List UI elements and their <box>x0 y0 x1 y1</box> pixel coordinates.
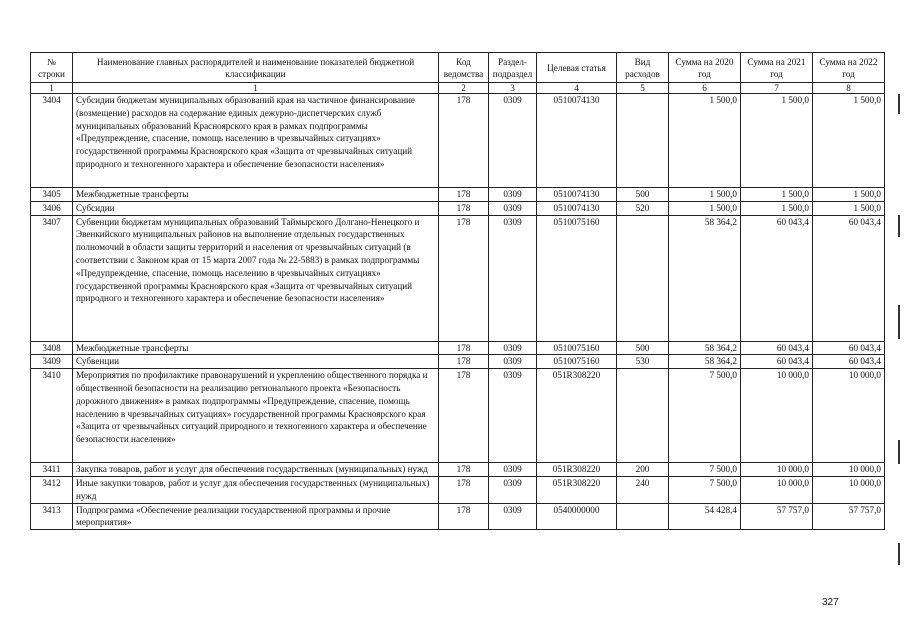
row-sum-2020: 1 500,0 <box>669 94 741 188</box>
row-name: Закупка товаров, работ и услуг для обеспечения государственных (муниципальных) нужд <box>73 463 439 477</box>
row-name: Мероприятия по профилактике правонарушений и укреплению общественного порядка и общественной безопасности на реализацию регионального проекта «Безопасность дорожного движения» в рамках подпрограммы «Предупреждение, спасение, помощь населению в чрезвычайных ситуациях» государственной программы Красноярского края «Защита от чрезвычайных ситуаций природного и техногенного характера и обеспечение безопасности населения» <box>73 369 439 463</box>
row-sum-2021: 10 000,0 <box>741 476 813 503</box>
header-sum-2021: Сумма на 2021 год <box>741 53 813 83</box>
column-index: 8 <box>813 83 885 94</box>
header-code: Код ведомства <box>439 53 489 83</box>
row-number: 3413 <box>31 503 73 530</box>
scan-edge-mark <box>898 215 900 237</box>
row-type: 200 <box>617 463 669 477</box>
row-number: 3404 <box>31 94 73 188</box>
table-row <box>31 476 885 503</box>
header-sum-2022: Сумма на 2022 год <box>813 53 885 83</box>
row-code: 178 <box>439 188 489 202</box>
row-sum-2021: 1 500,0 <box>741 94 813 188</box>
row-code: 178 <box>439 503 489 530</box>
row-sum-2022: 10 000,0 <box>813 369 885 463</box>
header-name: Наименование главных распорядителей и наименование показателей бюджетной классификации <box>73 53 439 83</box>
scan-edge-mark <box>898 440 900 464</box>
table-row <box>31 94 885 188</box>
row-sum-2022: 1 500,0 <box>813 94 885 188</box>
column-index: 5 <box>617 83 669 94</box>
row-sum-2020: 7 500,0 <box>669 476 741 503</box>
row-type <box>617 215 669 341</box>
column-index: 6 <box>669 83 741 94</box>
row-name: Субвенции бюджетам муниципальных образований Таймырского Долгано-Ненецкого и Эвенкийского муниципальных районов на выполнение отдельных государственных полномочий в области защиты территорий и населения от чрезвычайных ситуаций (в соответствии с Законом края от 15 марта 2007 года № 22-5883) в рамках подпрограммы «Предупреждение, спасение, помощь населению в чрезвычайных ситуациях» государственной программы Красноярского края «Защита от чрезвычайных ситуаций природного и техногенного характера и обеспечение безопасности населения» <box>73 215 439 341</box>
row-name: Межбюджетные трансферты <box>73 188 439 202</box>
row-target: 0510075160 <box>537 215 617 341</box>
row-number: 3410 <box>31 369 73 463</box>
row-sum-2020: 7 500,0 <box>669 463 741 477</box>
row-sum-2022: 60 043,4 <box>813 355 885 369</box>
row-sum-2020: 58 364,2 <box>669 215 741 341</box>
row-section: 0309 <box>489 476 537 503</box>
row-section: 0309 <box>489 188 537 202</box>
row-section: 0309 <box>489 503 537 530</box>
row-section: 0309 <box>489 463 537 477</box>
header-sum-2020: Сумма на 2020 год <box>669 53 741 83</box>
row-section: 0309 <box>489 369 537 463</box>
row-sum-2021: 60 043,4 <box>741 215 813 341</box>
row-sum-2022: 57 757,0 <box>813 503 885 530</box>
row-number: 3405 <box>31 188 73 202</box>
row-section: 0309 <box>489 215 537 341</box>
row-code: 178 <box>439 341 489 355</box>
row-target: 051R308220 <box>537 463 617 477</box>
row-type <box>617 503 669 530</box>
row-sum-2022: 10 000,0 <box>813 463 885 477</box>
column-index: 1 <box>73 83 439 94</box>
row-code: 178 <box>439 201 489 215</box>
row-sum-2021: 60 043,4 <box>741 355 813 369</box>
row-target: 0510074130 <box>537 94 617 188</box>
row-number: 3408 <box>31 341 73 355</box>
row-type: 240 <box>617 476 669 503</box>
row-sum-2020: 1 500,0 <box>669 188 741 202</box>
row-target: 0510074130 <box>537 201 617 215</box>
row-type <box>617 94 669 188</box>
row-target: 0540000000 <box>537 503 617 530</box>
header-row <box>31 53 885 83</box>
row-type: 520 <box>617 201 669 215</box>
row-type <box>617 369 669 463</box>
row-sum-2021: 10 000,0 <box>741 463 813 477</box>
budget-table <box>30 52 885 530</box>
row-sum-2020: 58 364,2 <box>669 341 741 355</box>
row-sum-2022: 60 043,4 <box>813 215 885 341</box>
table-row <box>31 503 885 530</box>
row-sum-2021: 1 500,0 <box>741 201 813 215</box>
row-number: 3412 <box>31 476 73 503</box>
table-row <box>31 188 885 202</box>
column-index: 4 <box>537 83 617 94</box>
row-name: Иные закупки товаров, работ и услуг для обеспечения государственных (муниципальных) нужд <box>73 476 439 503</box>
row-sum-2022: 1 500,0 <box>813 201 885 215</box>
row-sum-2020: 1 500,0 <box>669 201 741 215</box>
row-section: 0309 <box>489 94 537 188</box>
row-name: Субсидии <box>73 201 439 215</box>
row-section: 0309 <box>489 201 537 215</box>
row-type: 500 <box>617 188 669 202</box>
column-index: 7 <box>741 83 813 94</box>
row-code: 178 <box>439 476 489 503</box>
row-name: Субсидии бюджетам муниципальных образований края на частичное финансирование (возмещение) расходов на содержание единых дежурно-диспетчерских служб муниципальных образований Красноярского края в рамках подпрограммы «Предупреждение, спасение, помощь населению в чрезвычайных ситуациях» государственной программы Красноярского края «Защита от чрезвычайных ситуаций природного и техногенного характера и обеспечение безопасности населения» <box>73 94 439 188</box>
row-code: 178 <box>439 215 489 341</box>
row-sum-2021: 1 500,0 <box>741 188 813 202</box>
row-sum-2021: 10 000,0 <box>741 369 813 463</box>
header-section: Раздел-подраздел <box>489 53 537 83</box>
table-row <box>31 201 885 215</box>
row-code: 178 <box>439 94 489 188</box>
row-target: 0510074130 <box>537 188 617 202</box>
header-target: Целевая статья <box>537 53 617 83</box>
column-index: 3 <box>489 83 537 94</box>
table-body <box>31 94 885 530</box>
row-sum-2021: 57 757,0 <box>741 503 813 530</box>
row-target: 0510075160 <box>537 341 617 355</box>
row-sum-2020: 58 364,2 <box>669 355 741 369</box>
row-sum-2022: 10 000,0 <box>813 476 885 503</box>
scan-edge-mark <box>898 543 900 565</box>
scan-edge-mark <box>898 94 900 114</box>
row-target: 051R308220 <box>537 476 617 503</box>
table-row <box>31 215 885 341</box>
table-row <box>31 463 885 477</box>
row-code: 178 <box>439 355 489 369</box>
row-number: 3406 <box>31 201 73 215</box>
table-row <box>31 355 885 369</box>
row-section: 0309 <box>489 341 537 355</box>
row-sum-2022: 1 500,0 <box>813 188 885 202</box>
column-index-row <box>31 83 885 94</box>
table-row <box>31 341 885 355</box>
row-code: 178 <box>439 369 489 463</box>
row-type: 530 <box>617 355 669 369</box>
row-number: 3407 <box>31 215 73 341</box>
row-sum-2020: 54 428,4 <box>669 503 741 530</box>
row-number: 3409 <box>31 355 73 369</box>
column-index: 2 <box>439 83 489 94</box>
row-type: 500 <box>617 341 669 355</box>
page-number: 327 <box>822 597 839 608</box>
row-name: Межбюджетные трансферты <box>73 341 439 355</box>
row-name: Подпрограмма «Обеспечение реализации государственной программы и прочие мероприятия» <box>73 503 439 530</box>
row-number: 3411 <box>31 463 73 477</box>
row-code: 178 <box>439 463 489 477</box>
row-target: 0510075160 <box>537 355 617 369</box>
scan-edge-mark <box>898 305 900 339</box>
table-row <box>31 369 885 463</box>
row-target: 051R308220 <box>537 369 617 463</box>
row-section: 0309 <box>489 355 537 369</box>
column-index: 1 <box>31 83 73 94</box>
row-sum-2022: 60 043,4 <box>813 341 885 355</box>
header-type: Вид расходов <box>617 53 669 83</box>
row-sum-2020: 7 500,0 <box>669 369 741 463</box>
row-name: Субвенции <box>73 355 439 369</box>
header-num: № строки <box>31 53 73 83</box>
row-sum-2021: 60 043,4 <box>741 341 813 355</box>
